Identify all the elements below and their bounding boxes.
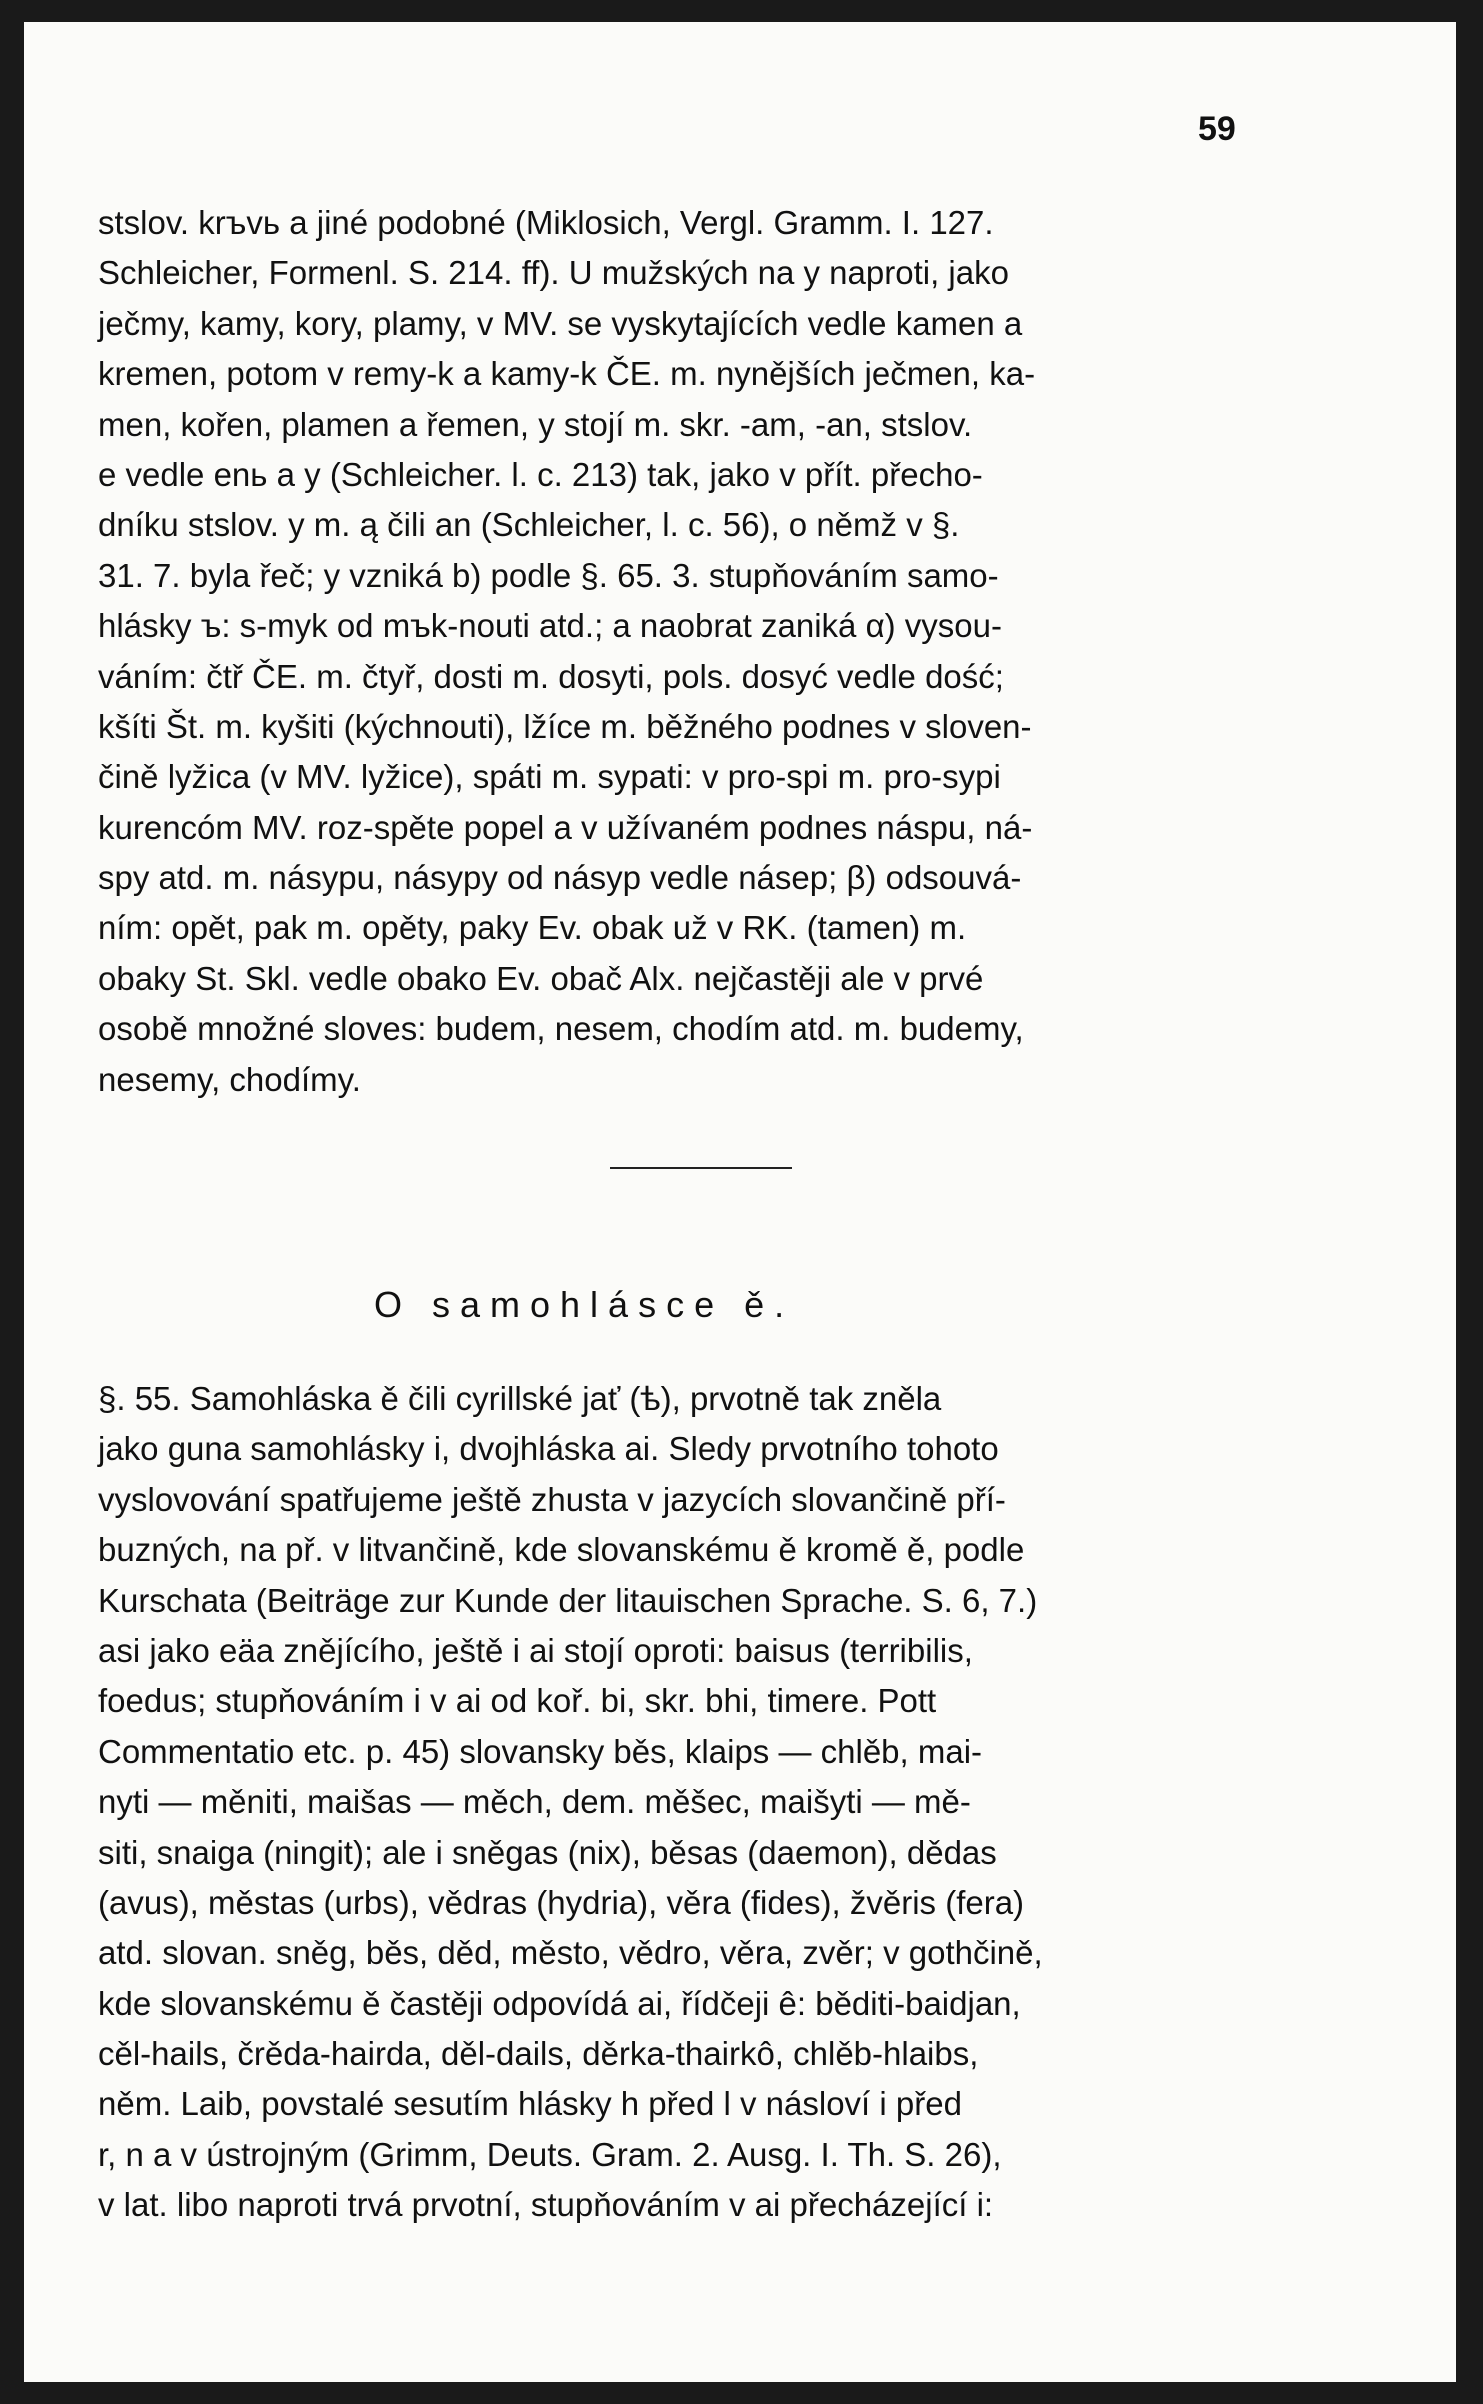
text-line: cěl-hails, črěda-hairda, děl-dails, děrka-thairkô, chlěb-hlaibs, [98,2035,979,2073]
section-heading: O samohlásce ě. [374,1284,795,1325]
text-line: Schleicher, Formenl. S. 214. ff). U mužských na y naproti, jako [98,254,1009,292]
top-paragraph [98,198,1298,1105]
text-line: Commentatio etc. p. 45) slovansky běs, klaips — chlěb, mai- [98,1732,983,1770]
text-line: ním: opět, pak m. opěty, paky Ev. obak už v RK. (tamen) m. [98,909,967,947]
text-line: buzných, na př. v litvančině, kde slovanskému ě kromě ě, podle [98,1531,1025,1569]
text-line: nyti — měniti, maišas — měch, dem. měšec, maišyti — mě- [98,1783,971,1821]
text-line: jako guna samohlásky i, dvojhláska ai. Sledy prvotního tohoto [98,1430,999,1468]
text-line: 31. 7. byla řeč; y vzniká b) podle §. 65. 3. stupňováním samo- [98,556,999,594]
text-line: dníku stslov. y m. ą čili an (Schleicher, l. c. 56), o němž v §. [98,506,960,544]
text-line: men, kořen, plamen a řemen, y stojí m. skr. -am, -an, stslov. [98,405,973,443]
text-line: foedus; stupňováním i v ai od koř. bi, skr. bhi, timere. Pott [98,1682,937,1720]
text-line: ječmy, kamy, kory, plamy, v MV. se vyskytajících vedle kamen a [98,304,1023,342]
text-line: obaky St. Skl. vedle obako Ev. obač Alx. nejčastěji ale v prvé [98,959,984,997]
text-line: něm. Laib, povstalé sesutím hlásky h před l v násloví i před [98,2085,962,2123]
text-line: čině lyžica (v MV. lyžice), spáti m. sypati: v pro-spi m. pro-sypi [98,758,1001,796]
text-line: asi jako eäa znějícího, ještě i ai stojí oproti: baisus (terribilis, [98,1631,973,1669]
text-line: v lat. libo naproti trvá prvotní, stupňováním v ai přecházející i: [98,2186,994,2224]
text-line: (avus), městas (urbs), vědras (hydria), věra (fides), žvěris (fera) [98,1883,1025,1921]
text-line: kšíti Št. m. kyšiti (kýchnouti), lžíce m. běžného podnes v sloven- [98,707,1032,745]
text-line: vyslovování spatřujeme ještě zhusta v jazycích slovančině pří- [98,1480,1006,1518]
text-line: e vedle enь a y (Schleicher. l. c. 213) tak, jako v přít. přecho- [98,455,983,493]
page-number: 59 [1198,110,1236,148]
text-line: kurencóm MV. roz-spěte popel a v užívaném podnes náspu, ná- [98,808,1033,846]
text-line: §. 55. Samohláska ě čili cyrillské jať (ѣ), prvotně tak zněla [98,1380,942,1417]
text-line: r, n a v ústrojným (Grimm, Deuts. Gram. 2. Ausg. I. Th. S. 26), [98,2135,1002,2173]
text-line: spy atd. m. násypu, násypy od násyp vedle násep; β) odsouvá- [98,859,1022,897]
section-divider [610,1167,792,1169]
text-line: nesemy, chodímy. [98,1060,361,1098]
text-line: stslov. krъvь a jiné podobné (Miklosich, Vergl. Gramm. I. 127. [98,204,994,241]
text-line: váním: čtř ČE. m. čtyř, dosti m. dosyti, pols. dosyć vedle dość; [98,657,1004,695]
text-line: Kurschata (Beiträge zur Kunde der litauischen Sprache. S. 6, 7.) [98,1581,1038,1619]
text-line: kde slovanskému ě častěji odpovídá ai, řídčeji ê: běditi-baidjan, [98,1984,1021,2022]
text-line: osobě množné sloves: budem, nesem, chodím atd. m. budemy, [98,1010,1024,1048]
text-line: atd. slovan. sněg, běs, děd, město, vědro, věra, zvěr; v gothčině, [98,1934,1043,1972]
text-line: hlásky ъ: s-myk od mъk-nouti atd.; a naobrat zaniká α) vysou- [98,607,1003,645]
bottom-paragraph [98,1374,1298,2231]
text-line: siti, snaiga (ningit); ale i sněgas (nix), běsas (daemon), dědas [98,1833,997,1871]
text-line: kremen, potom v remy-k a kamy-k ČE. m. nynějších ječmen, ka- [98,355,1036,393]
